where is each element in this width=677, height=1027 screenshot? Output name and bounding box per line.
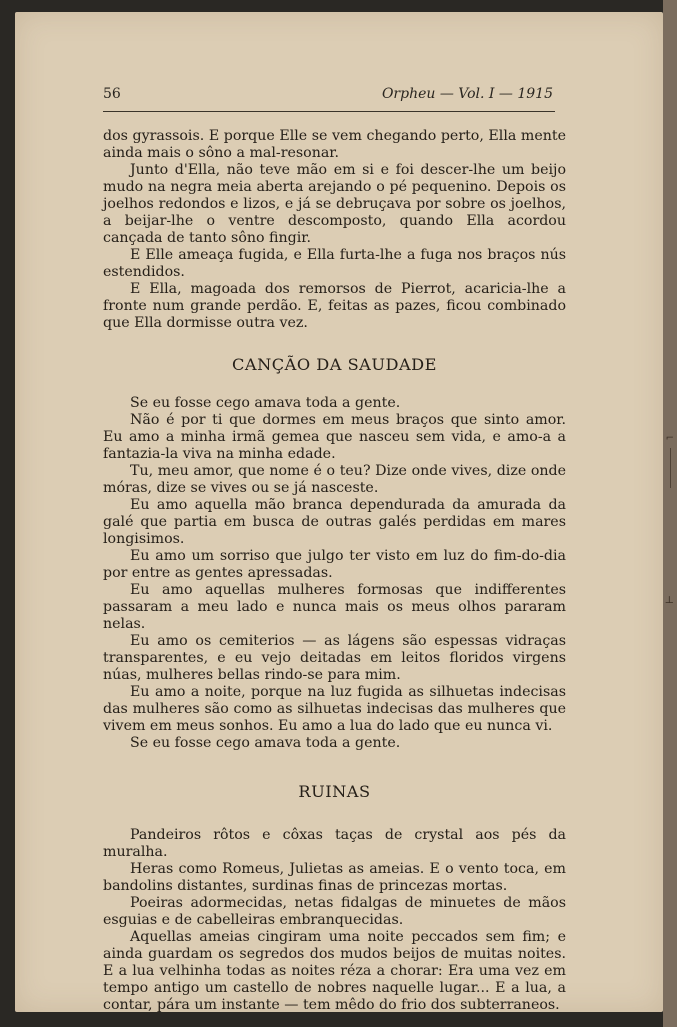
paragraph: E Ella, magoada dos remorsos de Pierrot, acaricia-lhe a fronte num grande perdão. E, feitas as pazes, ficou combinado que Ella dormisse outra vez. xyxy=(103,281,566,331)
header-rule xyxy=(103,111,555,112)
paragraph: Tu, meu amor, que nome é o teu? Dize onde vives, dize onde móras, dize se vives ou se já nasceste. xyxy=(103,463,566,496)
paragraph: E Elle ameaça fugida, e Ella furta-lhe a fuga nos braços nús estendidos. xyxy=(103,247,566,280)
page-header xyxy=(103,86,553,110)
running-head: Orpheu — Vol. I — 1915 xyxy=(381,86,553,102)
paragraph: Se eu fosse cego amava toda a gente. xyxy=(130,395,401,411)
page-number: 56 xyxy=(103,86,121,102)
edge-mark: ⊥ xyxy=(664,595,674,606)
paragraph: Junto d'Ella, não teve mão em si e foi descer-lhe um beijo mudo na negra meia aberta arejando o pé pequenino. Depois os joelhos redondos e lizos, e já se debruçava por sobre os joelhos, a beijar-lhe o ventre descomposto, quando Ella acordou cançada de tanto sôno fingir. xyxy=(103,162,566,246)
section-title-ruinas: RUINAS xyxy=(298,782,371,801)
paragraph: Não é por ti que dormes em meus braços que sinto amor. Eu amo a minha irmã gemea que nasceu sem vida, e amo-a a fantazia-la viva na minha edade. xyxy=(103,412,566,462)
scan-right-edge xyxy=(663,0,677,1027)
page-text xyxy=(103,128,566,1014)
paragraph: dos gyrassois. E porque Elle se vem chegando perto, Ella mente ainda mais o sôno a mal-resonar. xyxy=(103,128,566,161)
section-title-cancao: CANÇÃO DA SAUDADE xyxy=(232,355,437,374)
paragraph: Aquellas ameias cingiram uma noite peccados sem fim; e ainda guardam os segredos dos mudos beijos de muitas noites. E a lua velhinha todas as noites réza a chorar: Era uma vez em tempo antigo um castello de nobres naquelle lugar... E a lua, a contar, pára um instante — tem mêdo do frio dos subterraneos. xyxy=(103,929,566,1013)
paragraph: Heras como Romeus, Julietas as ameias. E o vento toca, em bandolins distantes, surdinas finas de princezas mortas. xyxy=(103,861,566,894)
paragraph: Eu amo os cemiterios — as lágens são espessas vidraças transparentes, e eu vejo deitadas em leitos floridos virgens núas, mulheres bellas rindo-se para mim. xyxy=(103,633,566,683)
edge-mark: ⌐ xyxy=(665,433,674,444)
paragraph: Eu amo aquellas mulheres formosas que indifferentes passaram a meu lado e nunca mais os meus olhos pararam nelas. xyxy=(103,582,566,632)
paragraph: Se eu fosse cego amava toda a gente. xyxy=(130,735,401,751)
edge-line xyxy=(670,448,671,488)
paragraph: Poeiras adormecidas, netas fidalgas de minuetes de mãos esguias e de cabelleiras embranquecidas. xyxy=(103,895,566,928)
paragraph: Eu amo um sorriso que julgo ter visto em luz do fim-do-dia por entre as gentes apressadas. xyxy=(103,548,566,581)
paragraph: Pandeiros rôtos e côxas taças de crystal aos pés da muralha. xyxy=(103,827,566,860)
paragraph: Eu amo aquella mão branca dependurada da amurada da galé que partia em busca de outras galés perdidas em mares longisimos. xyxy=(103,497,566,547)
paragraph: Eu amo a noite, porque na luz fugida as silhuetas indecisas das mulheres são como as silhuetas indecisas das mulheres que vivem em meus sonhos. Eu amo a lua do lado que eu nunca vi. xyxy=(103,684,566,734)
